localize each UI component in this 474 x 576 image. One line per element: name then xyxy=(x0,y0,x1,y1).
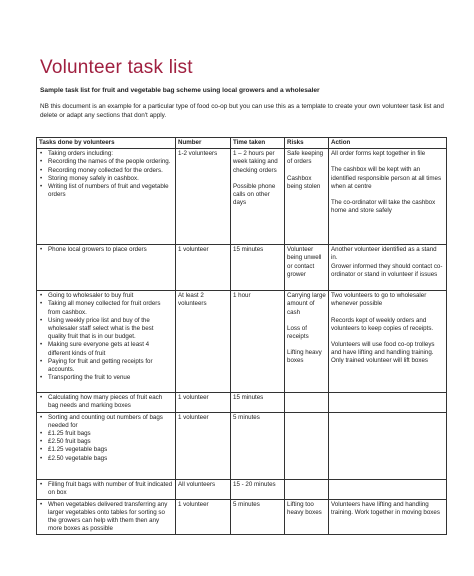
list-item: • Writing list of numbers of fruit and vegetable orders xyxy=(39,183,173,199)
time-cell xyxy=(231,393,285,412)
document-title: Volunteer task list xyxy=(40,57,193,78)
time-text: 15 - 20 minutes xyxy=(233,480,276,488)
risks-cell xyxy=(285,499,329,535)
list-item: • Filling fruit bags with number of fruit indicated on box xyxy=(39,481,173,497)
risk-text: Loss of receipts xyxy=(287,324,309,341)
list-item: • Taking all money collected for fruit orders from cashbox. xyxy=(39,300,173,316)
number-cell: 1 volunteer xyxy=(176,499,231,535)
time-text: 15 minutes xyxy=(233,246,264,254)
table-header-row xyxy=(37,138,447,149)
action-cell xyxy=(329,412,447,479)
time-cell xyxy=(231,149,285,245)
document-subtitle: Sample task list for fruit and vegetable bag scheme using local growers and a wholesaler xyxy=(40,87,320,94)
risks-cell xyxy=(285,393,329,412)
list-item: • Recording the names of the people ordering. xyxy=(39,158,173,166)
action-text: Another volunteer identified as a stand in. xyxy=(331,246,437,262)
table-row xyxy=(37,149,447,245)
table-row xyxy=(37,245,447,291)
action-cell xyxy=(329,245,447,291)
list-item: • Transporting the fruit to venue xyxy=(39,374,173,382)
number-cell: 1 volunteer xyxy=(176,393,231,412)
list-item: • £1.25 vegetable bags xyxy=(39,446,173,454)
time-text: Possible phone calls on other days xyxy=(233,182,276,207)
time-cell xyxy=(231,291,285,393)
list-item: • Calculating how many pieces of fruit each bag needs and marking boxes xyxy=(39,394,173,410)
number-cell: 1 volunteer xyxy=(176,412,231,479)
list-item: • Using weekly price list and buy of the wholesaler staff select what is the best quality fruit that is in our budget. xyxy=(39,317,173,342)
time-text: 5 minutes xyxy=(233,500,260,508)
risk-text: Cashbox being stolen xyxy=(287,174,321,190)
action-cell xyxy=(329,291,447,393)
table-row xyxy=(37,291,447,393)
number-cell: 1 volunteer xyxy=(176,245,231,291)
time-cell xyxy=(231,499,285,535)
action-cell xyxy=(329,149,447,245)
list-item: • Recording money collected for the orders. xyxy=(39,167,173,175)
action-text: The cashbox will be kept with an identified responsible person at all times when at centre xyxy=(331,166,442,190)
risks-cell xyxy=(285,479,329,499)
action-text: Volunteers will use food co-op trolleys and have lifting and handling training. Only trained volunteer will lift boxes xyxy=(331,341,435,365)
risks-cell xyxy=(285,412,329,479)
list-item: • £2.50 vegetable bags xyxy=(39,455,173,463)
risk-text: Volunteer being unwell or contact grower xyxy=(287,246,322,278)
tasks-cell xyxy=(37,149,176,245)
tasks-cell xyxy=(37,412,176,479)
list-item: • £1.25 fruit bags xyxy=(39,430,173,438)
table-row xyxy=(37,412,447,479)
action-cell xyxy=(329,393,447,412)
list-item: • Going to wholesaler to buy fruit xyxy=(39,292,173,300)
header-time: Time taken xyxy=(231,138,285,149)
action-cell xyxy=(329,479,447,499)
time-text: 5 minutes xyxy=(233,413,260,421)
list-item: • Paying for fruit and getting receipts for accounts. xyxy=(39,358,173,374)
time-text: 1 – 2 hours per week taking and checking orders xyxy=(233,150,278,174)
action-text: Grower informed they should contact co-ordinator or stand in volunteer if issues xyxy=(331,262,443,278)
risk-text: Carrying large amount of cash xyxy=(287,292,326,316)
table-row xyxy=(37,499,447,535)
risk-text: Safe keeping of orders xyxy=(287,150,324,166)
header-tasks: Tasks done by volunteers xyxy=(37,138,176,149)
document-note: NB this document is an example for a particular type of food co-op but you can use this as a template to create your own volunteer task list and delete or adapt any sections that don't apply. xyxy=(40,103,444,119)
risk-text: Lifting heavy boxes xyxy=(287,349,322,365)
action-text: Records kept of weekly orders and volunteers to keep copies of receipts. xyxy=(331,316,434,332)
time-text: 1 hour xyxy=(233,292,251,300)
tasks-cell xyxy=(37,499,176,535)
task-table xyxy=(36,137,447,535)
action-text: All order forms kept together in file xyxy=(331,150,426,158)
risk-text: Lifting too heavy boxes xyxy=(287,500,322,516)
action-text: Volunteers have lifting and handling training. Work together in moving boxes xyxy=(331,500,440,516)
tasks-cell xyxy=(37,245,176,291)
header-action: Action xyxy=(329,138,447,149)
list-item: • £2.50 fruit bags xyxy=(39,438,173,446)
action-text: Two volunteers to go to wholesaler whenever possible xyxy=(331,292,427,308)
number-cell: 1-2 volunteers xyxy=(176,149,231,245)
list-item: • Storing money safely in cashbox. xyxy=(39,175,173,183)
tasks-cell xyxy=(37,479,176,499)
list-item: • When vegetables delivered transferring any larger vegetables onto tables for sorting so the growers can help with them then any more boxes as possible xyxy=(39,501,173,534)
tasks-cell xyxy=(37,393,176,412)
list-item: • Sorting and counting out numbers of bags needed for xyxy=(39,414,173,430)
risks-cell xyxy=(285,245,329,291)
number-cell: At least 2 volunteers xyxy=(176,291,231,393)
table-row xyxy=(37,393,447,412)
list-item: • Making sure everyone gets at least 4 different kinds of fruit xyxy=(39,341,173,357)
tasks-cell xyxy=(37,291,176,393)
list-item: • Phone local growers to place orders xyxy=(39,246,173,254)
list-item: • Taking orders including: xyxy=(39,150,173,158)
action-text: The co-ordinator will take the cashbox home and store safely xyxy=(331,199,436,215)
number-cell: All volunteers xyxy=(176,479,231,499)
time-text: 15 minutes xyxy=(233,394,264,402)
action-cell xyxy=(329,499,447,535)
risks-cell xyxy=(285,149,329,245)
header-number: Number xyxy=(176,138,231,149)
risks-cell xyxy=(285,291,329,393)
time-cell xyxy=(231,412,285,479)
time-cell xyxy=(231,479,285,499)
header-risks: Risks xyxy=(285,138,329,149)
table-row xyxy=(37,479,447,499)
time-cell xyxy=(231,245,285,291)
